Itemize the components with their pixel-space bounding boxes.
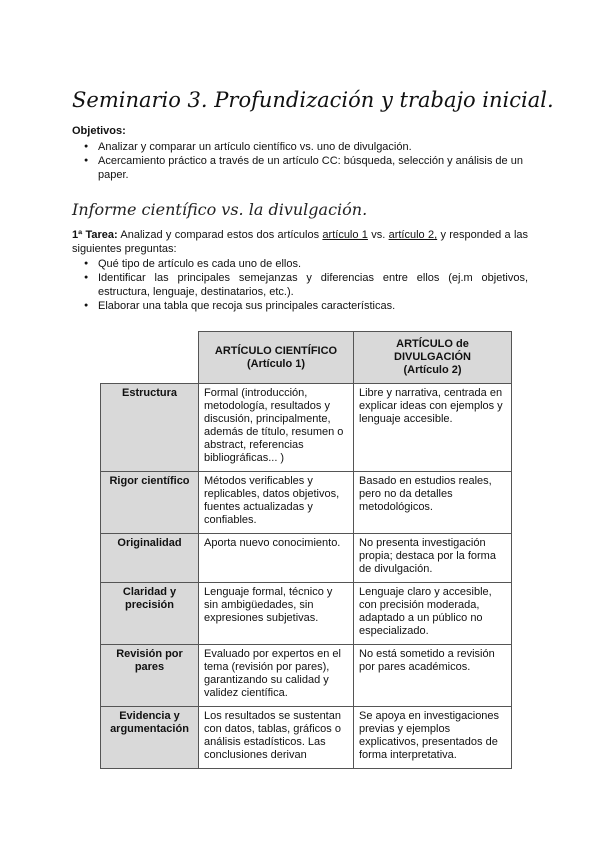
row-header-originality: Originalidad [101, 534, 199, 583]
table-corner-cell [101, 332, 199, 384]
cell-scientific: Aporta nuevo conocimiento. [199, 534, 354, 583]
task-label: 1ª Tarea: [72, 229, 118, 241]
cell-scientific: Evaluado por expertos en el tema (revisión por pares), garantizando su calidad y validez científica. [199, 645, 354, 707]
article-2-link[interactable]: artículo 2, [388, 229, 438, 241]
row-header-clarity: Claridad y precisión [101, 583, 199, 645]
task-paragraph [72, 228, 528, 256]
cell-scientific: Los resultados se sustentan con datos, tablas, gráficos o análisis estadísticos. Las conclusiones derivan [199, 707, 354, 769]
table-row [101, 645, 512, 707]
objectives-label: Objetivos: [72, 125, 126, 137]
table-row [101, 583, 512, 645]
row-header-peer-review: Revisión por pares [101, 645, 199, 707]
row-header-rigor: Rigor científico [101, 472, 199, 534]
list-item: ● Elaborar una tabla que recoja sus principales características. [72, 299, 528, 313]
list-item: ● Acercamiento práctico a través de un artículo CC: búsqueda, selección y análisis de un paper. [72, 154, 528, 182]
comparison-table [100, 331, 512, 769]
objectives-list [72, 140, 528, 182]
task-text: vs. [367, 229, 389, 241]
task-list [72, 257, 528, 313]
row-header-evidence: Evidencia y argumentación [101, 707, 199, 769]
column-header-title: ARTÍCULO de DIVULGACIÓN [394, 338, 471, 363]
task-text: Analizad y comparad estos dos artículos [117, 229, 323, 241]
cell-outreach: No está sometido a revisión por pares académicos. [354, 645, 512, 707]
cell-scientific: Lenguaje formal, técnico y sin ambigüedades, sin expresiones subjetivas. [199, 583, 354, 645]
column-header-subtitle: (Artículo 2) [403, 364, 462, 376]
table-row [101, 534, 512, 583]
task-text: y responded a las siguientes preguntas: [72, 229, 529, 255]
list-item: ● Identificar las principales semejanzas y diferencias entre ellos (ej.m objetivos, estructura, lenguaje, destinatarios, etc.). [72, 271, 528, 299]
column-header-subtitle: (Artículo 1) [246, 357, 306, 370]
cell-outreach: Se apoya en investigaciones previas y ejemplos explicativos, presentados de forma interpretativa. [354, 707, 512, 769]
page-title: Seminario 3. Profundización y trabajo inicial. [72, 88, 554, 112]
cell-outreach: No presenta investigación propia; destaca por la forma de divulgación. [354, 534, 512, 583]
column-header-outreach [354, 332, 512, 384]
table-row [101, 384, 512, 472]
section-title: Informe científico vs. la divulgación. [72, 200, 368, 219]
table-row [101, 472, 512, 534]
list-item: ● Qué tipo de artículo es cada uno de ellos. [72, 257, 528, 271]
cell-scientific: Métodos verificables y replicables, datos objetivos, fuentes actualizadas y confiables. [199, 472, 354, 534]
table-row [101, 707, 512, 769]
cell-outreach: Basado en estudios reales, pero no da detalles metodológicos. [354, 472, 512, 534]
cell-outreach: Libre y narrativa, centrada en explicar ideas con ejemplos y lenguaje accesible. [354, 384, 512, 472]
article-1-link[interactable]: artículo 1 [322, 229, 368, 241]
column-header-title: ARTÍCULO CIENTÍFICO [214, 344, 338, 357]
column-header-scientific [199, 332, 354, 384]
table-header-row [101, 332, 512, 384]
list-item: ● Analizar y comparar un artículo científico vs. uno de divulgación. [72, 140, 528, 154]
row-header-structure: Estructura [101, 384, 199, 472]
cell-outreach: Lenguaje claro y accesible, con precisión moderada, adaptado a un público no especializado. [354, 583, 512, 645]
cell-scientific: Formal (introducción, metodología, resultados y discusión, principalmente, además de título, resumen o abstract, referencias bibliográficas... ) [199, 384, 354, 472]
